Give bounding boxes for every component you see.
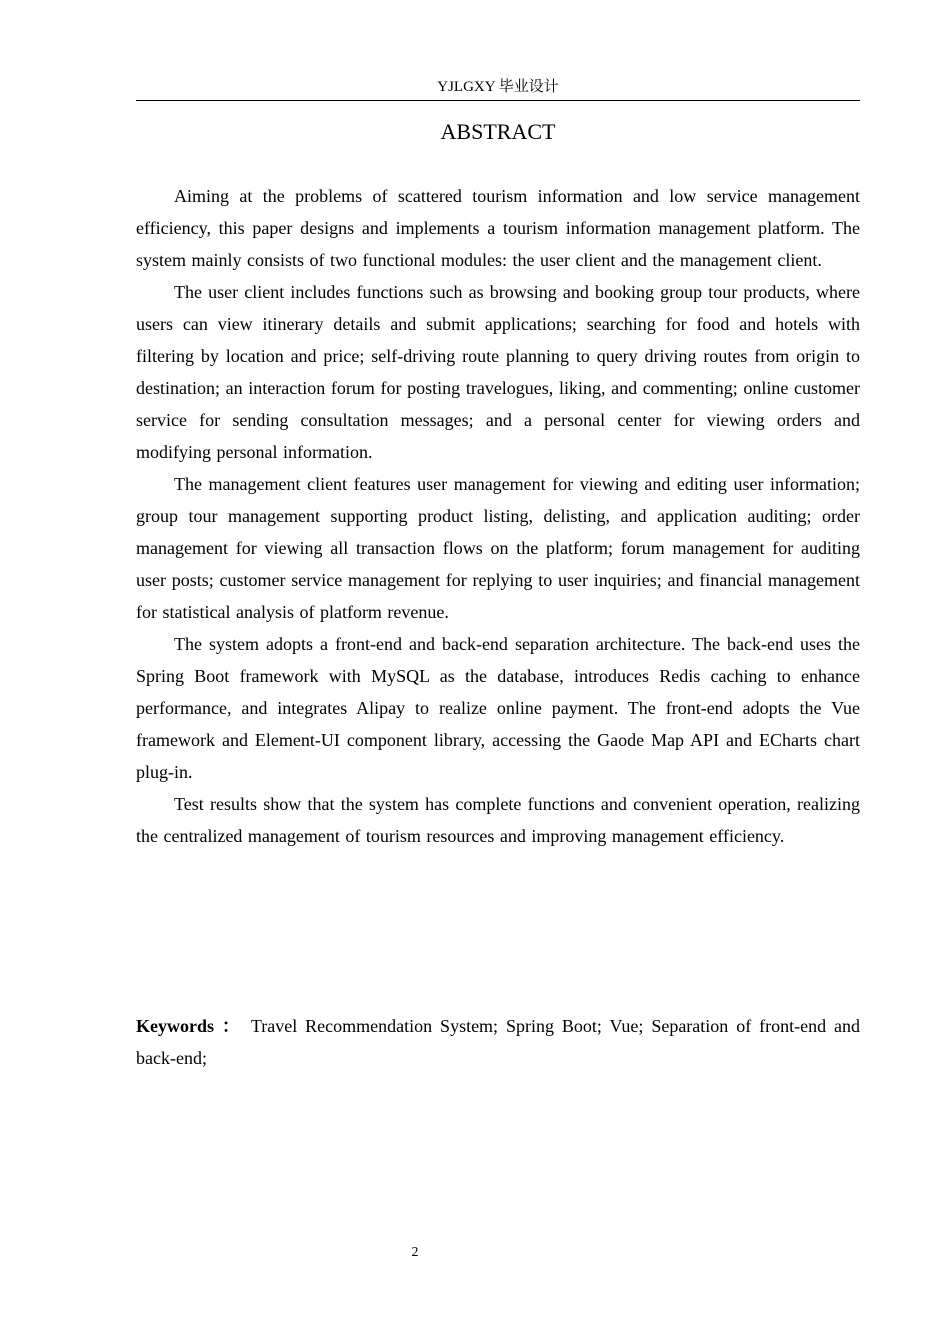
- abstract-title: ABSTRACT: [440, 119, 556, 144]
- keywords: [136, 1010, 860, 1074]
- abstract-body: [136, 180, 860, 852]
- abstract-paragraph-4: The system adopts a front-end and back-end separation architecture. The back-end uses the Spring Boot framework with MySQL as the database, introduces Redis caching to enhance performance, and integrates Alipay to realize online payment. The front-end adopts the Vue framework and Element-UI component library, accessing the Gaode Map API and ECharts chart plug-in.: [136, 634, 860, 782]
- abstract-paragraph-5: Test results show that the system has complete functions and convenient operation, realizing the centralized management of tourism resources and improving management efficiency.: [136, 794, 860, 846]
- keywords-text: Travel Recommendation System; Spring Boot; Vue; Separation of front-end and back-end;: [136, 1016, 860, 1068]
- abstract-paragraph-2: The user client includes functions such as browsing and booking group tour products, where users can view itinerary details and submit applications; searching for food and hotels with filtering by location and price; self-driving route planning to query driving routes from origin to destination; an interaction forum for posting travelogues, liking, and commenting; online customer service for sending consultation messages; and a personal center for viewing orders and modifying personal information.: [136, 282, 860, 462]
- keywords-label: Keywords ：: [136, 1016, 244, 1036]
- header-rule: [136, 100, 860, 101]
- running-header: YJLGXY 毕业设计: [437, 79, 559, 95]
- abstract-paragraph-3: The management client features user management for viewing and editing user information; group tour management supporting product listing, delisting, and application auditing; order management for viewing all transaction flows on the platform; forum management for auditing user posts; customer service management for replying to user inquiries; and financial management for statistical analysis of platform revenue.: [136, 474, 860, 622]
- abstract-paragraph-1: Aiming at the problems of scattered tourism information and low service management efficiency, this paper designs and implements a tourism information management platform. The system mainly consists of two functional modules: the user client and the management client.: [136, 186, 860, 270]
- page-number: 2: [411, 1245, 419, 1260]
